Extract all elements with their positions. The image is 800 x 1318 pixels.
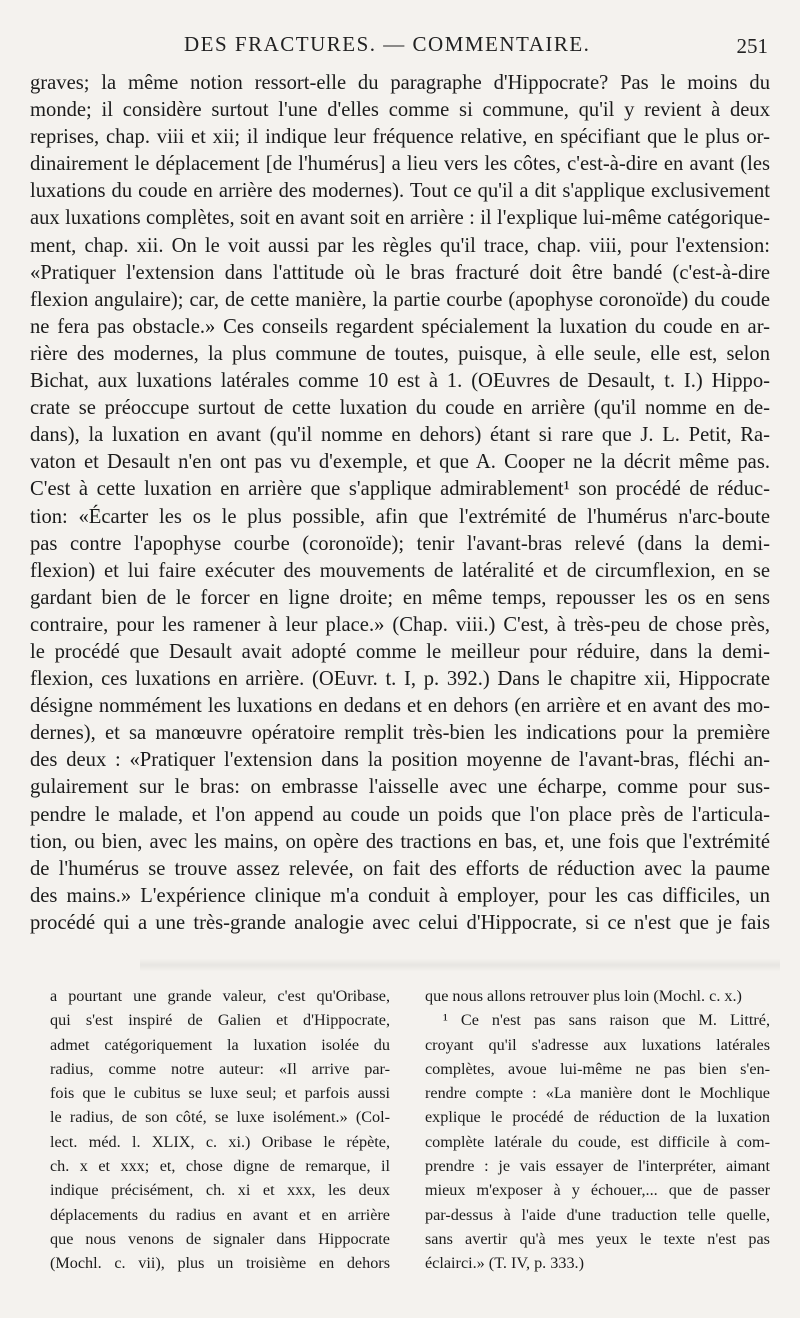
footnote-line: déplacements du radius en avant et en arrière bbox=[50, 1205, 390, 1224]
footnote-line: ch. x et xxx; et, chose digne de remarque, il bbox=[50, 1157, 390, 1176]
body-line: dinairement le déplacement [de l'humérus] a lieu vers les côtes, c'est-à-dire en avant (les bbox=[30, 153, 770, 176]
footnote-line: complètes, avoue lui-même ne pas bien s'en- bbox=[425, 1059, 770, 1078]
page-header bbox=[0, 30, 800, 60]
footnote-line: qui s'est inspiré de Galien et d'Hippocrate, bbox=[50, 1011, 390, 1030]
body-line: ne fera pas obstacle.» Ces conseils regardent spécialement la luxation du coude en ar- bbox=[30, 315, 770, 338]
body-line: graves; la même notion ressort-elle du paragraphe d'Hippocrate? Pas le moins du bbox=[30, 72, 770, 94]
footnote-line: éclairci.» (T. IV, p. 333.) bbox=[425, 1254, 584, 1273]
footnote-line: mieux m'exposer à y échouer,... que de passer bbox=[425, 1181, 770, 1200]
footnote-line: que nous allons retrouver plus loin (Mochl. c. x.) bbox=[425, 987, 742, 1005]
footnote-line: sans avertir qu'à mes yeux le texte n'est pas bbox=[425, 1229, 770, 1248]
footnote-column-right bbox=[425, 984, 770, 1276]
footnote-line: radius, comme notre auteur: «Il arrive par- bbox=[50, 1059, 390, 1078]
body-line: Bichat, aux luxations latérales comme 10 est à 1. (OEuvres de Desault, t. I.) Hippo- bbox=[30, 370, 770, 393]
body-line: C'est à cette luxation en arrière que s'applique admirablement¹ son procédé de réduc- bbox=[30, 478, 770, 501]
body-line: flexion, ces luxations en arrière. (OEuvr. t. I, p. 392.) Dans le chapitre xii, Hippocrate bbox=[30, 668, 770, 691]
footnote-line: a pourtant une grande valeur, c'est qu'Oribase, bbox=[50, 987, 390, 1005]
footnote-line: (Mochl. c. vii), plus un troisième en dehors bbox=[50, 1254, 390, 1273]
footnotes bbox=[0, 984, 800, 1294]
body-line: gulairement sur le bras: on embrasse l'aisselle avec une écharpe, comme pour sus- bbox=[30, 776, 770, 799]
footnote-column-left bbox=[50, 984, 390, 1276]
body-line: vaton et Desault n'en ont pas vu d'exemple, et que A. Cooper ne la décrit même pas. bbox=[30, 451, 770, 474]
footnote-line: rendre compte : «La manière dont le Mochlique bbox=[425, 1084, 770, 1103]
body-line: des deux : «Pratiquer l'extension dans la position moyenne de l'avant-bras, fléchi an- bbox=[30, 749, 770, 772]
body-line: tion: «Écarter les os le plus possible, afin que l'extrémité de l'humérus n'arc-boute bbox=[30, 505, 770, 528]
footnote-line: fois que le cubitus se luxe seul; et parfois aussi bbox=[50, 1084, 390, 1103]
body-line: le procédé que Desault avait adopté comme le meilleur pour réduire, dans la demi- bbox=[30, 640, 770, 663]
body-text bbox=[30, 70, 770, 937]
body-line: crate se préoccupe surtout de cette luxation du coude en arrière (qu'il nomme en de- bbox=[30, 397, 770, 420]
body-line: désigne nommément les luxations en dedans et en dehors (en arrière et en avant des mo- bbox=[30, 695, 770, 718]
body-line: flexion) et lui faire exécuter des mouvements de latéralité et de circumflexion, en se bbox=[30, 559, 770, 582]
body-line: dernes), et sa manœuvre opératoire remplit très-bien les indications pour la première bbox=[30, 722, 770, 745]
body-line: reprises, chap. viii et xii; il indique leur fréquence relative, en spécifiant que le plus or- bbox=[30, 126, 770, 149]
footnote-line: ¹ Ce n'est pas sans raison que M. Littré, bbox=[443, 1011, 770, 1030]
body-line: rière des modernes, la plus commune de toutes, puisque, à elle seule, elle est, selon bbox=[30, 342, 770, 365]
body-line: contraire, pour les ramener à leur place.» (Chap. viii.) C'est, à très-peu de chose près, bbox=[30, 613, 770, 636]
footnote-line: explique le procédé de réduction de la luxation bbox=[425, 1108, 770, 1127]
body-line: des mains.» L'expérience clinique m'a conduit à employer, pour les cas difficiles, un bbox=[30, 884, 770, 907]
body-line: luxations du coude en arrière des modernes). Tout ce qu'il a dit s'applique exclusivement bbox=[30, 180, 770, 203]
footnote-line: que nous venons de signaler dans Hippocrate bbox=[50, 1229, 390, 1248]
footnote-line: admet catégoriquement la luxation isolée du bbox=[50, 1035, 390, 1054]
body-line: de l'humérus se trouve assez relevée, on fait des efforts de réduction avec la paume bbox=[30, 857, 770, 880]
footnote-line: par-dessus à l'aide d'une traduction telle quelle, bbox=[425, 1205, 770, 1224]
body-line: flexion angulaire); car, de cette manière, la partie courbe (apophyse coronoïde) du coude bbox=[30, 288, 770, 311]
footnote-line: croyant qu'il s'adresse aux luxations latérales bbox=[425, 1035, 770, 1054]
footnote-line: indique précisément, ch. xi et xxx, les deux bbox=[50, 1181, 390, 1200]
body-line: ment, chap. xii. On le voit aussi par les règles qu'il trace, chap. viii, pour l'extension: bbox=[30, 234, 770, 257]
body-line: pas contre l'apophyse courbe (coronoïde); tenir l'avant-bras relevé (dans la demi- bbox=[30, 532, 770, 555]
body-line: monde; il considère surtout l'une d'elles comme si commune, qu'il y revient à deux bbox=[30, 99, 770, 122]
footnote-line: lect. méd. l. XLIX, c. xi.) Oribase le répète, bbox=[50, 1132, 390, 1151]
body-line: tion, ou bien, avec les mains, on opère des tractions en bas, et, une fois que l'extrémité bbox=[30, 830, 770, 853]
show-through-shadow bbox=[140, 958, 780, 972]
running-title: DES FRACTURES. — COMMENTAIRE. bbox=[184, 32, 591, 56]
body-line: «Pratiquer l'extension dans l'attitude où le bras fracturé doit être bandé (c'est-à-dire bbox=[30, 261, 770, 284]
body-line: aux luxations complètes, soit en avant soit en arrière : il l'explique lui-même catégorique- bbox=[30, 207, 770, 230]
body-line: gardant bien de le forcer en ligne droite; en même temps, repousser les os en sens bbox=[30, 586, 770, 609]
body-line: pendre le malade, et l'on append au coude un poids que l'on place près de l'articula- bbox=[30, 803, 770, 826]
footnote-line: complète latérale du coude, est difficile à com- bbox=[425, 1132, 770, 1151]
footnote-line: prendre : je vais essayer de l'interpréter, aimant bbox=[425, 1157, 770, 1176]
footnote-line: le radius, de son côté, se luxe isolément.» (Col- bbox=[50, 1108, 390, 1127]
body-line: dans), la luxation en avant (qu'il nomme en dehors) étant si rare que J. L. Petit, Ra- bbox=[30, 424, 770, 447]
page-number: 251 bbox=[736, 34, 768, 58]
body-line: procédé qui a une très-grande analogie avec celui d'Hippocrate, si ce n'est que je fais bbox=[30, 911, 770, 934]
